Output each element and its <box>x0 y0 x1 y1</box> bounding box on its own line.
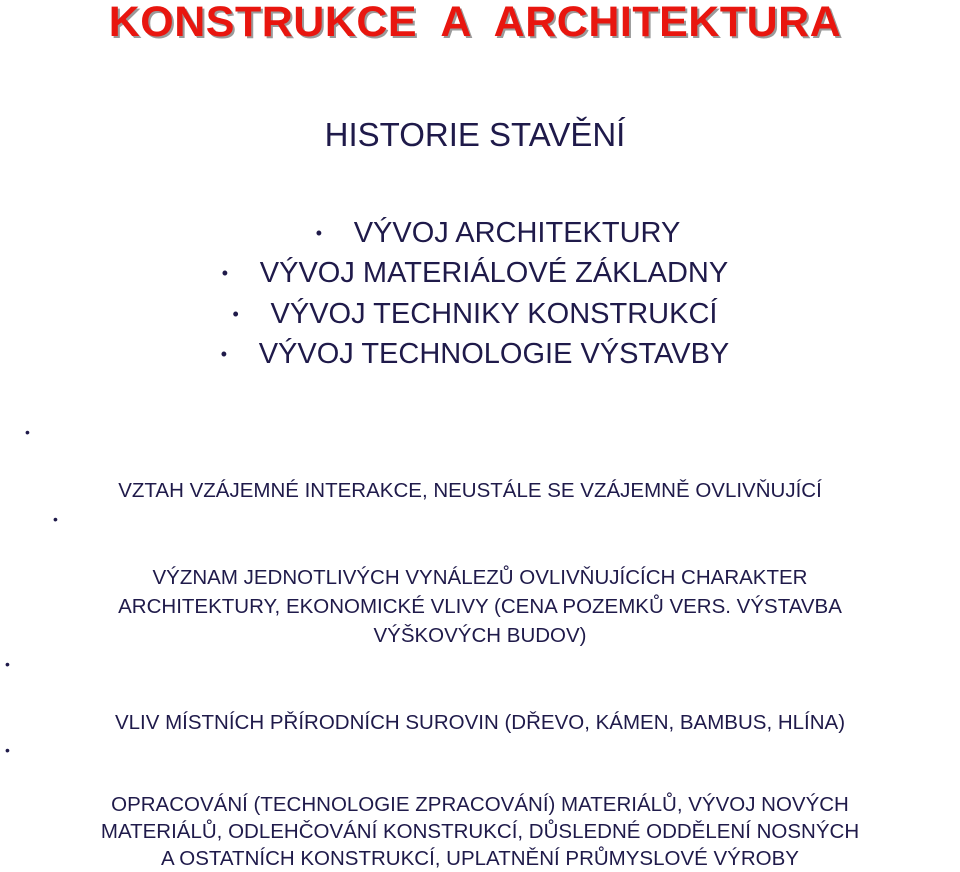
list-item-text: VÝVOJ ARCHITEKTURY <box>353 216 681 249</box>
development-list <box>0 213 950 375</box>
detail-list <box>0 418 960 872</box>
list-item-text: VÝZNAM JEDNOTLIVÝCH VYNÁLEZŮ OVLIVŇUJÍCÍCH CHARAKTER ARCHITEKTURY, EKONOMICKÉ VLIVY (CENA POZEMKŮ VERS. VÝSTAVBA VÝŠKOVÝCH BUDOV) <box>118 566 842 647</box>
list-item <box>0 418 940 505</box>
slide-subtitle: HISTORIE STAVĚNÍ <box>324 116 626 153</box>
list-item-text: OPRACOVÁNÍ (TECHNOLOGIE ZPRACOVÁNÍ) MATERIÁLŮ, VÝVOJ NOVÝCH MATERIÁLŮ, ODLEHČOVÁNÍ KONSTRUKCÍ, DŮSLEDNÉ ODDĚLENÍ NOSNÝCH A OSTATNÍCH KONSTRUKCÍ, UPLATNĚNÍ PRŮMYSLOVÉ VÝROBY <box>100 793 860 870</box>
slide-title: KONSTRUKCE A ARCHITEKTURA <box>108 0 842 46</box>
list-item-text: VZTAH VZÁJEMNÉ INTERAKCE, NEUSTÁLE SE VZÁJEMNĚ OVLIVŇUJÍCÍ <box>118 479 822 502</box>
bullet-icon: • <box>315 222 323 243</box>
list-item-text: VLIV MÍSTNÍCH PŘÍRODNÍCH SUROVIN (DŘEVO, KÁMEN, BAMBUS, HLÍNA) <box>114 711 846 734</box>
list-item-text: VÝVOJ MATERIÁLOVÉ ZÁKLADNY <box>259 257 729 290</box>
list-item <box>0 213 950 254</box>
list-item <box>0 294 950 335</box>
list-item <box>0 505 960 650</box>
bullet-icon: • <box>53 511 58 527</box>
bullet-icon: • <box>221 263 229 284</box>
list-item <box>0 335 950 376</box>
bullet-icon: • <box>5 742 10 758</box>
list-item-text: VÝVOJ TECHNIKY KONSTRUKCÍ <box>270 297 718 330</box>
list-item <box>0 254 950 295</box>
list-item <box>0 737 960 872</box>
bullet-icon: • <box>220 344 228 365</box>
list-item-text: VÝVOJ TECHNOLOGIE VÝSTAVBY <box>258 338 730 371</box>
list-item <box>0 650 960 737</box>
bullet-icon: • <box>232 303 239 324</box>
bullet-icon: • <box>5 656 10 672</box>
bullet-icon: • <box>25 424 30 440</box>
